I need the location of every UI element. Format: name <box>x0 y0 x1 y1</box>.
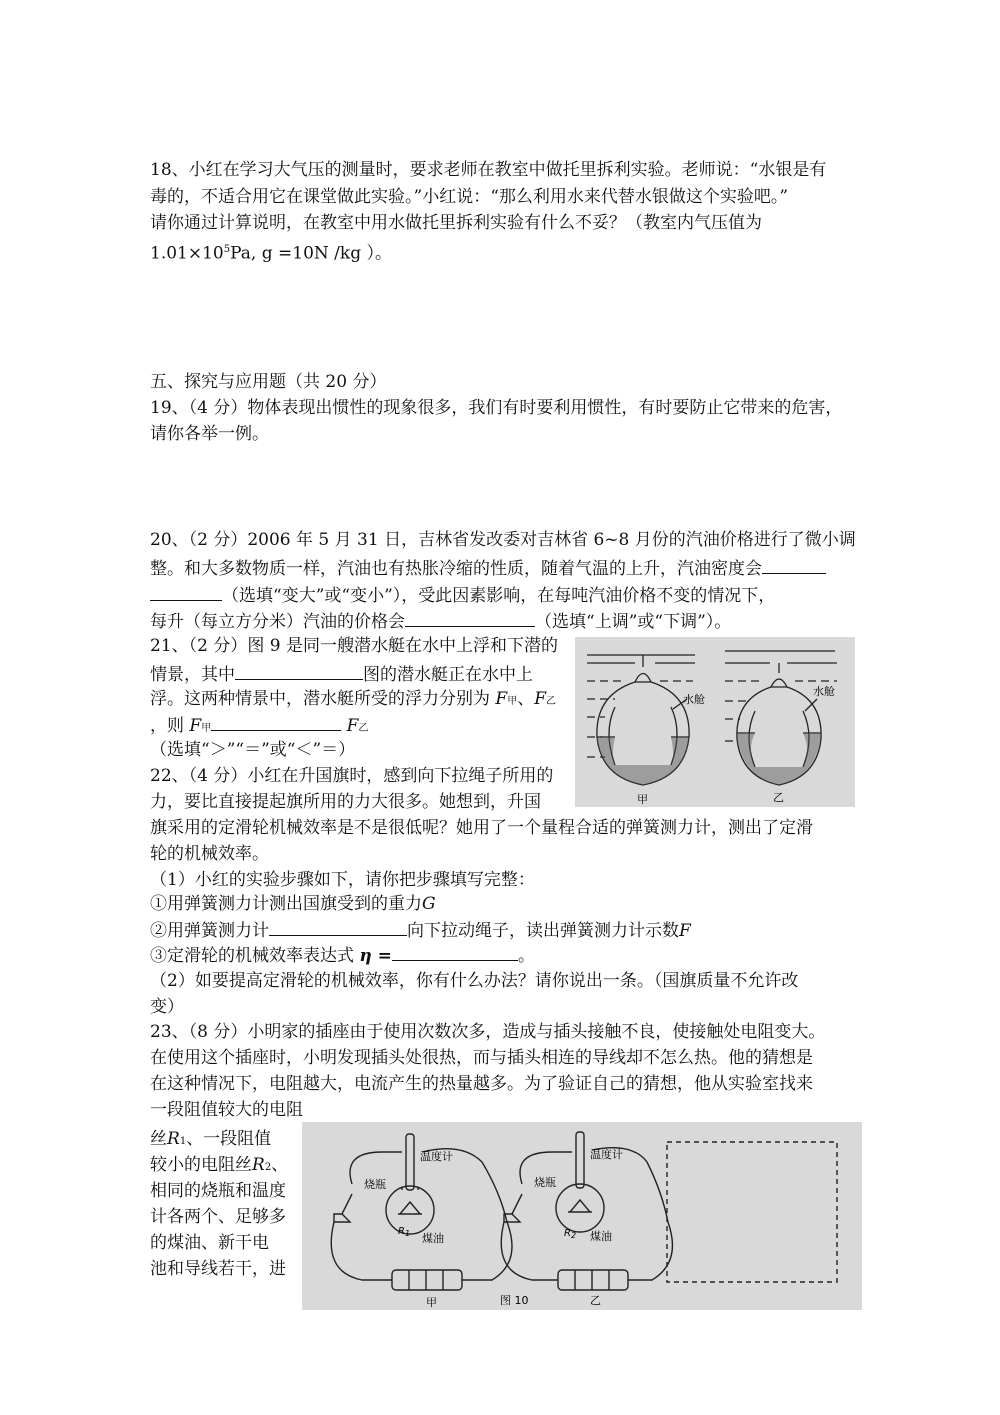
section-five-title: 五、探究与应用题（共 20 分） <box>150 372 387 392</box>
q21-line-4 <box>150 714 368 739</box>
q21-f-sub-yi: 乙 <box>546 696 556 707</box>
q18-pressure-unit: Pa, g =10N /kg ）。 <box>230 243 392 264</box>
q23-line-7: 相同的烧瓶和温度 <box>150 1181 286 1201</box>
q20-blank-density <box>762 557 826 574</box>
q21-line-2 <box>150 663 533 685</box>
q21-line-3 <box>150 689 556 712</box>
q21-line-1: 21、（2 分）图 9 是同一艘潜水艇在水中上浮和下潜的 <box>150 636 558 656</box>
q22-line-1: 22、（4 分）小红在升国旗时，感到向下拉绳子所用的 <box>150 766 554 786</box>
fig10-r1-label: $R_1$ <box>398 1226 411 1238</box>
fig10-kerosene-left: 煤油 <box>422 1232 444 1245</box>
q20-line-2 <box>150 557 826 579</box>
q23-line-5 <box>150 1129 271 1152</box>
q20-line-1: 20、（2 分）2006 年 5 月 31 日，吉林省发改委对吉林省 6~8 月份的汽油价格进行了微小调 <box>150 530 856 550</box>
q22-blank-efficiency <box>392 944 518 961</box>
q21-blank-figure <box>235 663 363 680</box>
q20-line-3 <box>150 584 775 606</box>
q21-line-2-end: 图的潜水艇正在水中上 <box>363 665 533 685</box>
fig10-label-yi: 乙 <box>590 1294 601 1307</box>
fig10-caption: 图 10 <box>500 1294 529 1307</box>
q18-line-4 <box>150 240 392 264</box>
q22-line-8 <box>150 944 535 966</box>
q21-f-symbol: F <box>495 689 508 709</box>
q22-line-6 <box>150 894 436 914</box>
q22-efficiency-symbol: η = <box>359 946 392 966</box>
q23-line-4: 一段阻值较大的电阻 <box>150 1100 303 1120</box>
figure-9-drawing <box>575 637 855 807</box>
q22-line-10: 变） <box>150 997 184 1017</box>
q20-blank-price <box>405 610 535 627</box>
q18-pressure-value: 1.01×10 <box>150 243 224 264</box>
q22-line-4: 轮的机械效率。 <box>150 844 269 864</box>
q22-line-3: 旗采用的定滑轮机械效率是不是很低呢？她用了一个量程合适的弹簧测力计，测出了定滑 <box>150 818 813 838</box>
q18-line-3: 请你通过计算说明，在教室中用水做托里拆利实验有什么不妥？（教室内气压值为 <box>150 213 762 233</box>
q21-line-2-text: 情景，其中 <box>150 665 235 685</box>
fig9-label-yi: 乙 <box>773 791 784 804</box>
q22-step3-end: 。 <box>517 946 535 966</box>
fig10-kerosene-right: 煤油 <box>590 1230 612 1243</box>
q22-force-symbol: F <box>679 921 691 941</box>
q22-gravity-symbol: G <box>422 894 436 914</box>
q20-line-4 <box>150 610 731 632</box>
q23-line-6-end: 、 <box>271 1155 289 1175</box>
q23-line-2: 在使用这个插座时，小明发现插头处很热，而与插头相连的导线却不怎么热。他的猜想是 <box>150 1048 813 1068</box>
q19-line-2: 请你各举一例。 <box>150 424 269 444</box>
figure-10-circuits <box>302 1122 862 1310</box>
q22-line-7 <box>150 919 691 941</box>
fig9-label-jia: 甲 <box>637 793 648 806</box>
q21-blank-compare <box>211 714 341 731</box>
fig10-flask-right: 烧瓶 <box>534 1176 556 1189</box>
q20-line-4-text: 每升（每立方分米）汽油的价格会 <box>150 612 405 632</box>
q20-line-4-end: （选填“上调”或“下调”）。 <box>535 612 732 632</box>
q22-step2-text: ②用弹簧测力计 <box>150 921 269 941</box>
q21-comma: 、 <box>517 689 535 709</box>
fig10-label-jia: 甲 <box>426 1296 437 1309</box>
q22-line-2: 力，要比直接提起旗所用的力大很多。她想到，升国 <box>150 792 541 812</box>
q23-r1-symbol: R <box>167 1129 180 1149</box>
q23-line-10: 池和导线若干，进 <box>150 1259 286 1279</box>
fig9-cabin-label-left: 水舱 <box>683 693 705 706</box>
q23-line-5-text: 丝 <box>150 1129 167 1149</box>
q18-exponent: 5 <box>223 244 231 255</box>
q22-line-5: （1）小红的实验步骤如下，请你把步骤填写完整： <box>150 870 535 890</box>
q21-line-5: （选填“＞”“＝”或“＜”＝） <box>150 740 356 760</box>
q21-f-jia: F <box>189 716 202 736</box>
q20-line-2-text: 整。和大多数物质一样，汽油也有热胀冷缩的性质，随着气温的上升，汽油密度会 <box>150 559 762 579</box>
fig10-thermometer-right: 温度计 <box>590 1148 623 1161</box>
q22-line-9: （2）如要提高定滑轮的机械效率，你有什么办法？请你说出一条。（国旗质量不允许改 <box>150 971 799 991</box>
q22-step2-end: 向下拉动绳子，读出弹簧测力计示数 <box>407 921 679 941</box>
figure-10-drawing <box>302 1122 862 1310</box>
q23-r2-sub: 2 <box>264 1162 272 1173</box>
fig9-cabin-label-right: 水舱 <box>813 685 835 698</box>
q22-step3-text: ③定滑轮的机械效率表达式 <box>150 946 354 966</box>
q19-line-1: 19、（4 分）物体表现出惯性的现象很多，我们有时要利用惯性，有时要防止它带来的危害， <box>150 398 843 418</box>
q23-line-8: 计各两个、足够多 <box>150 1207 286 1227</box>
fig10-flask-left: 烧瓶 <box>364 1178 386 1191</box>
q21-f-yi: F <box>346 716 359 736</box>
q23-r2-symbol: R <box>252 1155 265 1175</box>
q21-line-4-text: ，则 <box>150 716 184 736</box>
q21-f-symbol-2: F <box>534 689 546 709</box>
q23-line-3: 在这种情况下，电阻越大，电流产生的热量越多。为了验证自己的猜想，他从实验室找来 <box>150 1074 813 1094</box>
q22-blank-direction <box>269 919 407 936</box>
q22-step1-text: ①用弹簧测力计测出国旗受到的重力 <box>150 894 422 914</box>
q21-line-3-text: 浮。这两种情景中，潜水艇所受的浮力分别为 <box>150 689 490 709</box>
q23-r1-sub: 1 <box>179 1136 187 1147</box>
q18-line-1: 18、小红在学习大气压的测量时，要求老师在教室中做托里拆利实验。老师说：“水银是有 <box>150 160 827 180</box>
q21-f-yi-sub: 乙 <box>358 723 369 734</box>
fig10-r2-label: $R_2$ <box>564 1228 577 1240</box>
q23-line-9: 的煤油、新干电 <box>150 1233 269 1253</box>
fig10-thermometer-left: 温度计 <box>420 1150 453 1163</box>
q18-line-2: 毒的，不适合用它在课堂做此实验。”小红说：“那么利用水来代替水银做这个实验吧。” <box>150 187 789 207</box>
figure-9-submarine <box>575 637 855 807</box>
q23-line-6 <box>150 1155 288 1178</box>
q21-f-jia-sub: 甲 <box>201 723 212 734</box>
q23-line-6-text: 较小的电阻丝 <box>150 1155 252 1175</box>
q23-line-1: 23、（8 分）小明家的插座由于使用次数次多，造成与插头接触不良，使接触处电阻变大。 <box>150 1022 826 1042</box>
q21-f-sub-jia: 甲 <box>507 696 518 707</box>
q20-line-3-text: （选填“变大”或“变小”），受此因素影响，在每吨汽油价格不变的情况下， <box>222 586 776 606</box>
q23-line-5-end: 、一段阻值 <box>186 1129 272 1149</box>
q20-blank-density-cont <box>150 584 222 601</box>
